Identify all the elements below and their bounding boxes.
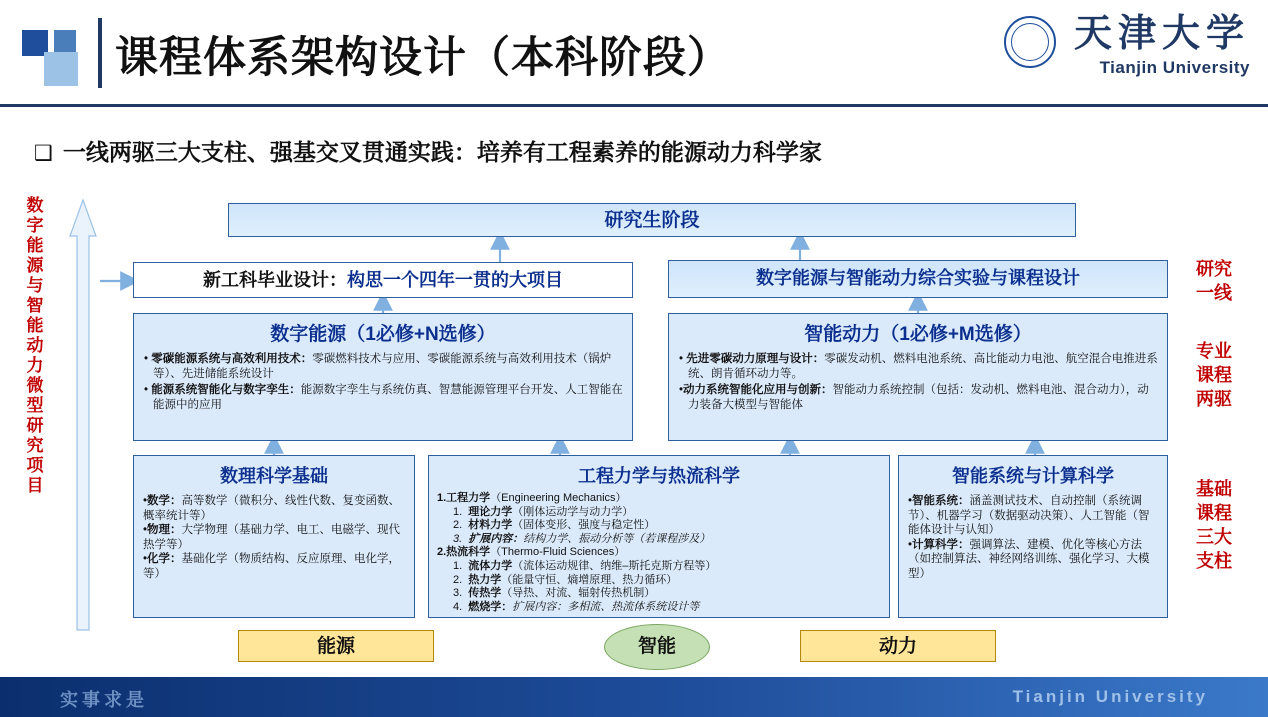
sub-desc: （导热、对流、辐射传热机制） bbox=[501, 587, 656, 600]
mechanics-thermofluid-title: 工程力学与热流科学 bbox=[578, 466, 740, 486]
sub-desc: （能量守恒、熵增原理、热力循环） bbox=[501, 573, 678, 586]
sub-name: 热力学 bbox=[468, 573, 502, 586]
intelligent-power-items bbox=[679, 352, 1159, 412]
item-lead: 物理： bbox=[147, 524, 182, 536]
right-label-line: 两驱 bbox=[1196, 389, 1232, 410]
footer-university: Tianjin University bbox=[1012, 687, 1208, 706]
slide-footer bbox=[0, 677, 1268, 717]
comprehensive-experiment-label: 数字能源与智能动力综合实验与课程设计 bbox=[756, 268, 1080, 289]
subtitle-text: 一线两驱三大支柱、强基交叉贯通实践：培养有工程素养的能源动力科学家 bbox=[62, 140, 822, 166]
mechanics-thermofluid-box[interactable] bbox=[428, 455, 890, 618]
math-science-items bbox=[143, 494, 407, 581]
item-lead: 数学： bbox=[147, 495, 182, 507]
group-label-en: （Engineering Mechanics） bbox=[490, 492, 627, 504]
group-label: 2.热流科学 bbox=[437, 546, 491, 559]
item-lead: 动力系统智能化应用与创新： bbox=[683, 384, 833, 396]
graduate-stage-box[interactable] bbox=[228, 203, 1076, 237]
bullet-marker-icon: ❑ bbox=[34, 141, 53, 165]
title-divider bbox=[98, 18, 102, 88]
right-label-line: 课程 bbox=[1196, 503, 1232, 524]
sub-item: 3. 扩展内容：结构力学、振动分析等（若课程涉及） bbox=[453, 532, 711, 545]
item-lead: 先进零碳动力原理与设计： bbox=[686, 353, 825, 365]
sub-desc: （刚体运动学与动力学） bbox=[512, 505, 634, 518]
sub-item: 4. 燃烧学：扩展内容：多相流、热流体系统设计等 bbox=[453, 600, 700, 613]
list-item: • 零碳能源系统与高效利用技术：零碳燃料技术与应用、零碳能源系统与高效利用技术（锅炉等）、先进储能系统设计 bbox=[144, 353, 612, 380]
group-heading bbox=[437, 546, 883, 560]
sub-name: 燃烧学： bbox=[468, 600, 513, 613]
right-label-line: 三大 bbox=[1196, 527, 1232, 548]
sub-desc: （固体变形、强度与稳定性） bbox=[512, 519, 656, 532]
math-science-box[interactable] bbox=[133, 455, 415, 618]
right-label-line: 专业 bbox=[1196, 341, 1232, 362]
graduate-stage-label: 研究生阶段 bbox=[604, 209, 700, 231]
item-body: 高等数学（微积分、线性代数、复变函数、概率统计等） bbox=[143, 495, 401, 522]
item-body: 基础化学（物质结构、反应原理、电化学，等） bbox=[143, 553, 401, 580]
digital-energy-items bbox=[144, 352, 624, 412]
sub-item: 1. 理论力学（刚体运动学与动力学） bbox=[453, 505, 634, 518]
right-label-major bbox=[1182, 340, 1246, 412]
item-body: 零碳燃料技术与应用、零碳能源系统与高效利用技术（锅炉等）、先进储能系统设计 bbox=[153, 353, 612, 380]
university-name-en: Tianjin University bbox=[1099, 58, 1250, 77]
university-name-cn: 天津大学 bbox=[1073, 10, 1250, 55]
logo-square-icon bbox=[44, 52, 78, 86]
list-item: • 先进零碳动力原理与设计：零碳发动机、燃料电池系统、高比能动力电池、航空混合电推进系统、朗肯循环动力等。 bbox=[679, 353, 1158, 380]
sub-item: 1. 流体力学（流体运动规律、纳维–斯托克斯方程等） bbox=[453, 559, 717, 572]
university-brand bbox=[1073, 10, 1250, 78]
right-label-line: 基础 bbox=[1196, 479, 1232, 500]
intelligent-systems-title: 智能系统与计算科学 bbox=[952, 466, 1114, 486]
item-body: 大学物理（基础力学、电工、电磁学、现代热学等） bbox=[143, 524, 401, 551]
sub-item: 2. 热力学（能量守恒、熵增原理、热力循环） bbox=[453, 573, 678, 586]
list-item: •物理：大学物理（基础力学、电工、电磁学、现代热学等） bbox=[143, 524, 401, 551]
group-label-en: （Thermo-Fluid Sciences） bbox=[490, 546, 626, 559]
list-item: • 能源系统智能化与数字孪生：能源数字孪生与系统仿真、智慧能源管理平台开发、人工智能在能源中的应用 bbox=[144, 384, 623, 411]
pill-power[interactable]: 动力 bbox=[800, 630, 996, 662]
group-label: 1.工程力学 bbox=[437, 492, 491, 504]
item-lead: 零碳能源系统与高效利用技术： bbox=[151, 353, 313, 365]
item-body: 能源数字孪生与系统仿真、智慧能源管理平台开发、人工智能在能源中的应用 bbox=[153, 384, 623, 411]
item-body: 强调算法、建模、优化等核心方法（如控制算法、神经网络训练、强化学习、大模型） bbox=[908, 538, 1150, 580]
right-label-research bbox=[1182, 258, 1246, 306]
right-label-foundation bbox=[1182, 478, 1246, 574]
list-item: •动力系统智能化应用与创新：智能动力系统控制（包括：发动机、燃料电池、混合动力），动力装备大模型与智能体 bbox=[679, 384, 1149, 411]
sub-desc: 结构力学、振动分析等（若课程涉及） bbox=[523, 532, 711, 545]
math-science-title: 数理科学基础 bbox=[220, 466, 328, 486]
item-lead: 智能系统： bbox=[912, 495, 970, 507]
list-item: •智能系统：涵盖测试技术、自动控制（系统调节）、机器学习（数据驱动决策）、人工智能（智能体设计与认知） bbox=[908, 495, 1150, 536]
page-title: 课程体系架构设计（本科阶段） bbox=[115, 33, 731, 83]
sub-item: 2. 材料力学（固体变形、强度与稳定性） bbox=[453, 519, 656, 532]
logo-square-icon bbox=[54, 30, 76, 52]
sub-name: 材料力学 bbox=[468, 519, 513, 532]
group-heading bbox=[437, 492, 883, 506]
sub-name: 流体力学 bbox=[468, 559, 513, 572]
capstone-design-text bbox=[134, 263, 632, 297]
sub-name: 理论力学 bbox=[468, 505, 513, 518]
item-body: 零碳发动机、燃料电池系统、高比能动力电池、航空混合电推进系统、朗肯循环动力等。 bbox=[688, 353, 1158, 380]
pill-energy[interactable]: 能源 bbox=[238, 630, 434, 662]
slide-header bbox=[0, 0, 1268, 107]
slide-subtitle bbox=[34, 134, 822, 167]
right-label-line: 支柱 bbox=[1196, 551, 1232, 572]
sub-name: 传热学 bbox=[468, 587, 502, 600]
item-lead: 计算科学： bbox=[912, 538, 970, 551]
digital-energy-box[interactable] bbox=[133, 313, 633, 441]
intelligent-power-box[interactable] bbox=[668, 313, 1168, 441]
sub-name: 扩展内容： bbox=[468, 532, 524, 545]
left-axis-label: 数字能源与智能动力微型研究项目 bbox=[26, 196, 44, 496]
sub-desc: 扩展内容：多相流、热流体系统设计等 bbox=[512, 600, 700, 613]
intelligent-systems-items bbox=[908, 494, 1160, 581]
sub-desc: （流体运动规律、纳维–斯托克斯方程等） bbox=[512, 559, 717, 572]
mechanics-thermofluid-content bbox=[437, 492, 883, 614]
tju-seal-icon bbox=[1004, 16, 1056, 68]
intelligent-power-title: 智能动力（1必修+M选修） bbox=[804, 324, 1032, 345]
right-label-line: 一线 bbox=[1196, 283, 1232, 304]
right-label-line: 课程 bbox=[1196, 365, 1232, 386]
list-item: •数学：高等数学（微积分、线性代数、复变函数、概率统计等） bbox=[143, 495, 401, 522]
item-lead: 化学： bbox=[147, 553, 182, 565]
capstone-design-highlight: 构思一个四年一贯的大项目 bbox=[347, 270, 563, 290]
item-body: 涵盖测试技术、自动控制（系统调节）、机器学习（数据驱动决策）、人工智能（智能体设计与认知） bbox=[908, 495, 1150, 536]
footer-motto: 实事求是 bbox=[60, 690, 148, 711]
list-item: •化学：基础化学（物质结构、反应原理、电化学，等） bbox=[143, 553, 401, 580]
right-label-line: 研究 bbox=[1196, 259, 1232, 280]
list-item: •计算科学：强调算法、建模、优化等核心方法（如控制算法、神经网络训练、强化学习、大模型） bbox=[908, 538, 1150, 580]
intelligent-systems-box[interactable] bbox=[898, 455, 1168, 618]
item-lead: 能源系统智能化与数字孪生： bbox=[151, 384, 301, 396]
comprehensive-experiment-box[interactable] bbox=[668, 260, 1168, 298]
capstone-design-prefix: 新工科毕业设计： bbox=[203, 270, 347, 290]
item-body: 智能动力系统控制（包括：发动机、燃料电池、混合动力），动力装备大模型与智能体 bbox=[688, 384, 1149, 411]
pill-smart[interactable]: 智能 bbox=[604, 624, 710, 670]
sub-item: 3. 传热学（导热、对流、辐射传热机制） bbox=[453, 587, 656, 600]
digital-energy-title: 数字能源（1必修+N选修） bbox=[270, 324, 496, 345]
capstone-design-box[interactable] bbox=[133, 262, 633, 298]
